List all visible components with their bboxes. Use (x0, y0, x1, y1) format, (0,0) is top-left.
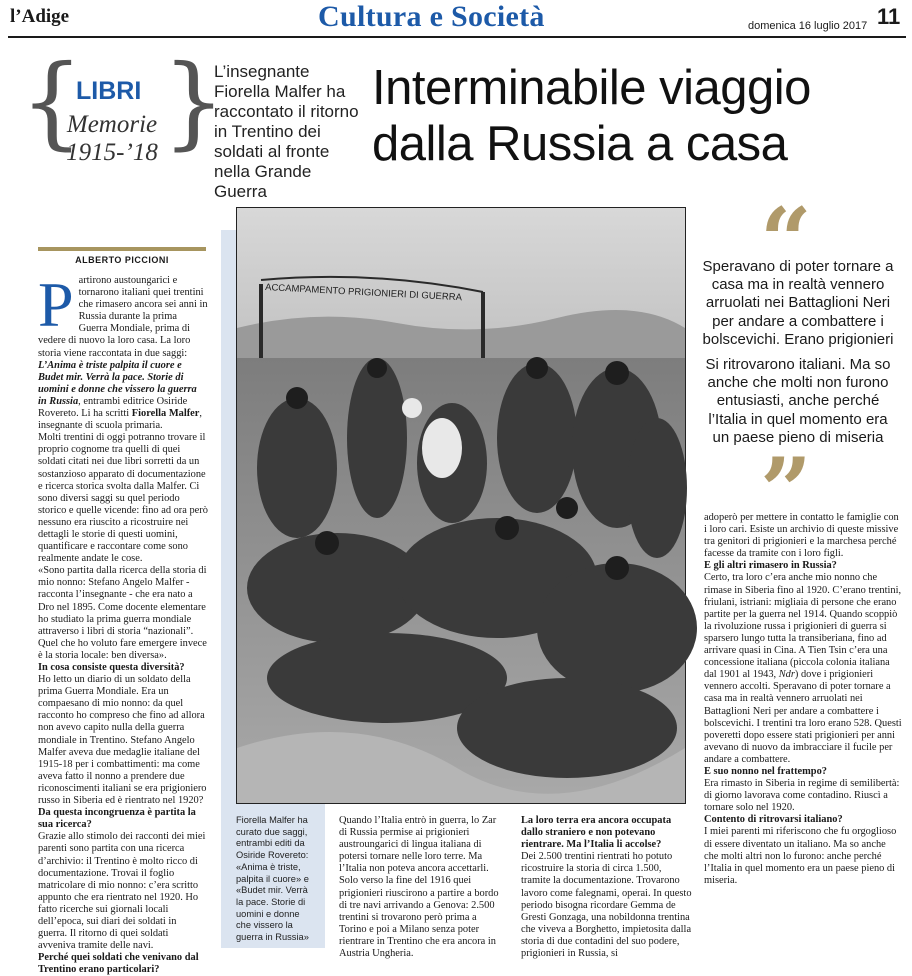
article-column-1 (38, 269, 208, 976)
article-text: , entrambi editrice Osiride Rovereto. Li ha scritti (38, 395, 188, 420)
article-deck: L’insegnante Fiorella Malfer ha raccontato il ritorno in Trentino dei soldati al fronte nella Grande Guerra (214, 62, 359, 201)
newspaper-name: l’Adige (10, 6, 70, 27)
article-column-2: Quando l’Italia entrò in guerra, lo Zar di Russia permise ai prigionieri austroungarici di lingua italiana di potersi tornare nelle loro terre. Ma l’Italia non poteva ancora accettarli. Solo verso la fine del 1916 quei prigionieri riuscirono a partire a bordo di tre navi arrivando a Genova: 2.500 trentini si trovarono però prima a Torino e poi a Milano senza poter rientrare in Trentino che era ancora in Austria Ungheria. (339, 815, 499, 960)
column-1-text (38, 269, 208, 976)
article-column-3 (521, 815, 693, 960)
article-text: , insegnante di scuola primaria. (38, 408, 202, 432)
right-brace: } (162, 43, 226, 160)
article-text: Certo, tra loro c’era anche mio nonno che rimase in Siberia fino al 1920. C’erano trentini, friulani, istriani: migliaia di persone che erano partite per la guerra nel 1914. Quando scoppiò la rivoluzione russa i prigionieri di guerra si sparsero lungo tutta la transiberiana, fino ad arrivare quasi in Cina. A Tien Tsin c’era una concessione italiana (piccola colonia italiana dal 1901 al 1943, (704, 572, 902, 681)
pullquote-paragraph-2: Si ritrovarono italiani. Ma so anche che molti non furono entusiasti, anche perché l’Italia in quel momento era un paese pieno di miseria (705, 356, 891, 446)
interview-question: In cosa consiste questa diversità? (38, 662, 185, 673)
headline-line2: dalla Russia a casa (372, 117, 788, 171)
interview-question: E suo nonno nel frattempo? (704, 765, 827, 777)
author-byline: ALBERTO PICCIONI (75, 255, 169, 265)
article-text: L’Anima è triste palpita il cuore e Budet mir. Verrà la pace. Storie di uomini e donne che vissero la guerra in Russia (38, 359, 197, 407)
photo-caption: Fiorella Malfer ha curato due saggi, entrambi editi da Osiride Rovereto: «Anima è triste, palpita il cuore» e «Budet mir. Verrà la pace. Storie di uomini e donne che vissero la guerra in Russia» (236, 815, 309, 943)
kicker-subtitle-line1: Memorie (66, 111, 158, 138)
article-text: Molti trentini di oggi potranno trovare il proprio cognome tra quelli di quei soldati citati nei due libri sorretti da un sostanzioso apparato di documentazione e ricerca storica svolta dalla Malfer. Ci sono diversi saggi su quel periodo storico e quelle vicende: fino ad ora però nessuno era riuscito a ricostruire nei dettagli le storie di questi uomini, quantificare e raccontare come sono realmente andate le cose. (38, 432, 208, 565)
headline (372, 60, 902, 172)
article-column-4 (704, 512, 902, 887)
interview-question: E gli altri rimasero in Russia? (704, 560, 837, 572)
left-brace: { (20, 43, 84, 160)
photo-illustration (237, 208, 685, 803)
article-text: adoperò per mettere in contatto le famiglie con i loro cari. Esiste un archivio di queste missive tra genitori di prigionieri e la marchesa perché facesse da tramite con i loro figli. (704, 512, 899, 560)
interview-question: Da questa incongruenza è partita la sua ricerca? (38, 807, 196, 831)
close-quote-icon: ” (760, 438, 812, 544)
kicker-subtitle (48, 111, 176, 167)
pullquote-paragraph-1: Speravano di poter tornare a casa ma in realtà vennero arruolati nei Battaglioni Neri per andare a combattere i bolscevichi. Erano prigionieri (702, 258, 894, 348)
interview-question: La loro terra era ancora occupata dallo straniero e non potevano rientrare. Ma l’Italia li accolse? (521, 815, 672, 851)
header-rule (8, 36, 906, 38)
article-text: Dei 2.500 trentini rientrati ho potuto ricostruire la storia di circa 1.500, tramite la documentazione. Trovarono lavoro come falegnami, operai. In questo periodo bisogna ricordare Gemma de Gresti Gonzaga, una nobildonna trentina che viveva a Borghetto, impietosita dalla storia di due contadini del suo podere, prigionieri in Russia, si (521, 851, 692, 960)
article-text: Era rimasto in Siberia in regime di semilibertà: di giorno lavorava come contadino. Riuscì a tornare solo nel 1920. (704, 778, 900, 814)
interview-question: Contento di ritrovarsi italiano? (704, 814, 843, 826)
author-rule (38, 247, 206, 251)
kicker-subtitle-line2: 1915-’18 (66, 139, 158, 166)
camp-banner-text: ACCAMPAMENTO PRIGIONIERI DI GUERRA (264, 282, 463, 304)
page-number: 11 (877, 4, 901, 29)
article-text: Grazie allo stimolo dei racconti dei miei parenti sono partita con una ricerca d’archivio: il Trentino è molto ricco di documentazione. Trovai il foglio matricolare di mio nonno: c’era scritto appunto che era rientrato nel 1920. Ho fatto ricerche sui giornali locali dell’epoca, sui diari dei soldati in guerra. Il ritorno di quei soldati avveniva tramite delle navi. (38, 831, 206, 952)
article-text: «Sono partita dalla ricerca della storia di mio nonno: Stefano Angelo Malfer - racconta l’insegnante - che era nato a Dro nel 1895. Come docente elementare ho studiato la prima guerra mondiale attraverso i libri di storia “nazionali”. Quel che ho voluto fare emergere invece è la storia locale: ben diversa». (38, 565, 207, 661)
kicker-category: LIBRI (76, 77, 142, 105)
article-text: Ho letto un diario di un soldato della prima Guerra Mondiale. Era un compaesano di mio nonno: da quel racconto ho compreso che fino ad allora non avevo capito nulla della guerra mondiale in Trentino. Stefano Angelo Malfer aveva due medaglie italiane del 1915-18 per i combattimenti: ma come aveva fatto il nonno a prendere due riconoscimenti italiani se era prigioniero russo in Siberia ed è rientrato nel 1920? (38, 674, 207, 807)
article-text: artirono austoungarici e tornarono italiani quei trentini che rimasero ancora sei anni in Russia durante la prima Guerra Mondiale, prima di vedere di nuovo la loro casa. La loro storia viene raccontata in due saggi: (38, 275, 208, 359)
open-quote-icon: “ (760, 188, 812, 294)
prisoners-camp-photo (236, 207, 686, 804)
interview-question: Fiorella Malfer (131, 408, 200, 420)
section-title: Cultura e Società (318, 0, 545, 33)
interview-question: Perché quei soldati che venivano dal Trentino erano particolari? (38, 952, 199, 976)
article-text: I miei parenti mi riferiscono che fu orgoglioso di essere diventato un italiano. Ma so anche che molti altri non lo furono: anche perché l’Italia in quel momento era un paese pieno di miseria. (704, 826, 897, 886)
headline-line1: Interminabile viaggio (372, 61, 811, 115)
issue-date: domenica 16 luglio 2017 (748, 20, 868, 32)
drop-cap: P (38, 269, 74, 340)
article-text: ) dove i prigionieri vennero accolti. Speravano di poter tornare a casa ma in realtà vennero arruolati nei Battaglioni Neri per andare a combattere i bolscevichi. I trentini tra loro erano 528. Questi poveretti dopo essere stati prigionieri per anni avevano di nuovo da imbracciare il fucile per andare a combattere. (704, 669, 902, 765)
article-text: Ndr (778, 669, 795, 681)
